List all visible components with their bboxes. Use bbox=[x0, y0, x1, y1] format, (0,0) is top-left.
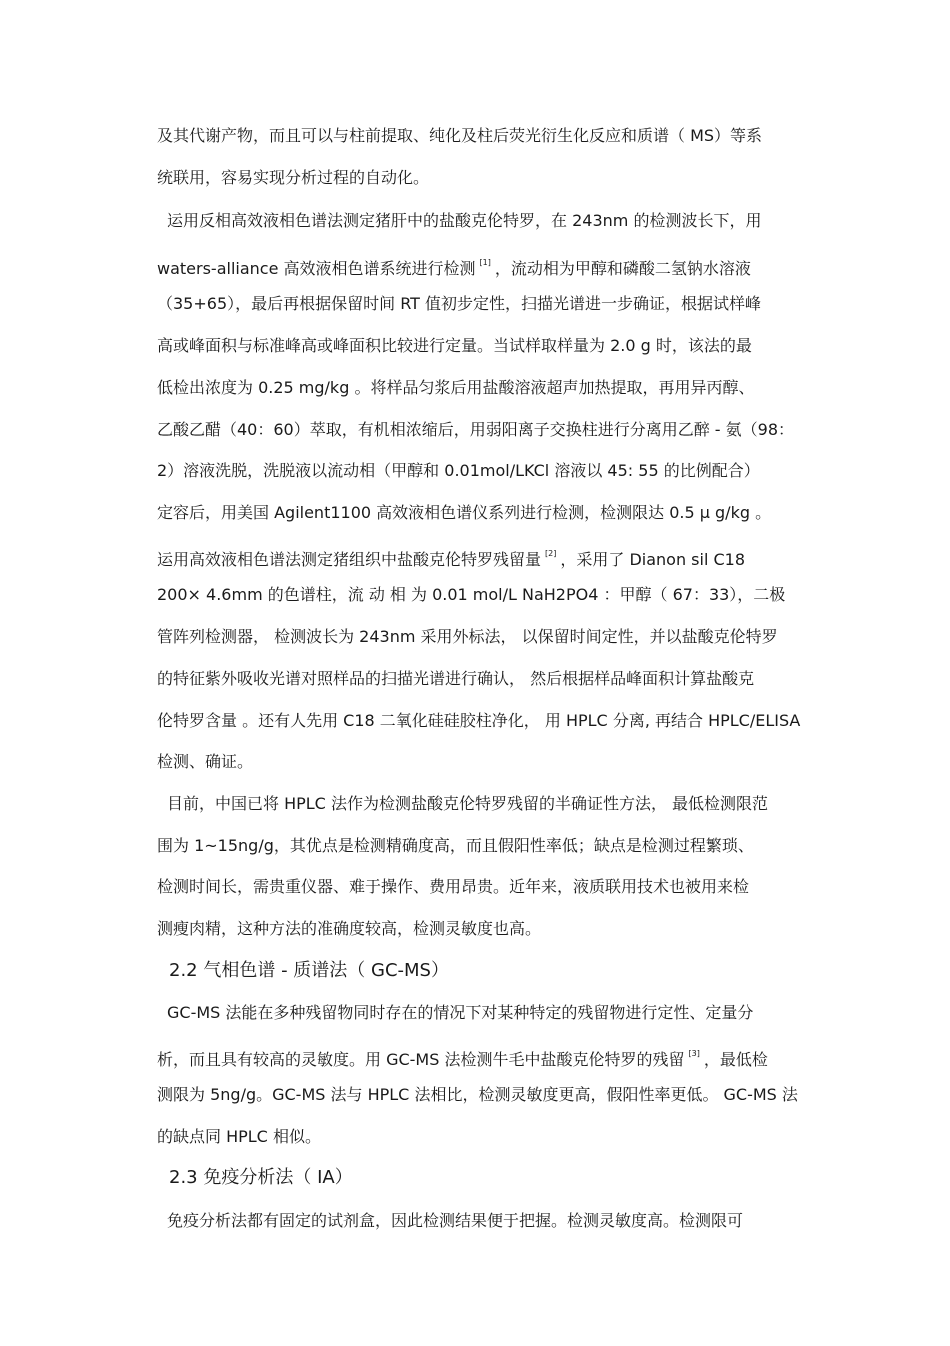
text-line: 的特征紫外吸收光谱对照样品的扫描光谱进行确认， 然后根据样品峰面积计算盐酸克 bbox=[157, 669, 755, 688]
text-line: 的缺点同 HPLC 相似。 bbox=[157, 1127, 321, 1146]
text-line: 析，而且具有较高的灵敏度。用 GC-MS 法检测牛毛中盐酸克伦特罗的残留 [3] ，最低检 bbox=[157, 1049, 768, 1069]
text-line: 运用高效液相色谱法测定猪组织中盐酸克伦特罗残留量 [2] ，采用了 Dianon sil C18 bbox=[157, 549, 746, 569]
text-line: 围为 1~15ng/g，其优点是检测精确度高，而且假阳性率低；缺点是检测过程繁琐、 bbox=[157, 836, 754, 855]
citation-ref: [1] bbox=[479, 258, 491, 267]
text-line: 伦特罗含量 。还有人先用 C18 二氧化硅硅胶柱净化， 用 HPLC 分离, 再结合 HPLC/ELISA bbox=[157, 711, 801, 730]
text-line: 检测时间长，需贵重仪器、难于操作、费用昂贵。近年来，液质联用技术也被用来检 bbox=[157, 877, 750, 896]
text-line: 管阵列检测器， 检测波长为 243nm 采用外标法， 以保留时间定性，并以盐酸克伦特罗 bbox=[157, 627, 778, 646]
text-line: 定容后，用美国 Agilent1100 高效液相色谱仪系列进行检测，检测限达 0.5 μ g/kg 。 bbox=[157, 503, 772, 522]
text-line: 高或峰面积与标准峰高或峰面积比较进行定量。当试样取样量为 2.0 g 时，该法的最 bbox=[157, 336, 752, 355]
text-line: 检测、确证。 bbox=[157, 752, 254, 771]
text-line: （35+65），最后再根据保留时间 RT 值初步定性，扫描光谱进一步确证，根据试样峰 bbox=[157, 294, 762, 313]
text-line: 测瘦肉精，这种方法的准确度较高，检测灵敏度也高。 bbox=[157, 919, 542, 938]
text-line: 及其代谢产物，而且可以与柱前提取、纯化及柱后荧光衍生化反应和质谱（ MS）等系 bbox=[157, 126, 763, 145]
text-line: 2）溶液洗脱，洗脱液以流动相（甲醇和 0.01mol/LKCl 溶液以 45: 55 的比例配合） bbox=[157, 461, 760, 480]
citation-ref: [3] bbox=[688, 1049, 700, 1058]
text-line: GC-MS 法能在多种残留物同时存在的情况下对某种特定的残留物进行定性、定量分 bbox=[167, 1003, 754, 1022]
text-line: 统联用，容易实现分析过程的自动化。 bbox=[157, 168, 430, 187]
text-line: 低检出浓度为 0.25 mg/kg 。将样品匀浆后用盐酸溶液超声加热提取，再用异丙醇、 bbox=[157, 378, 755, 397]
text-line: 目前，中国已将 HPLC 法作为检测盐酸克伦特罗残留的半确证性方法， 最低检测限范 bbox=[167, 794, 769, 813]
section-heading: 2.2 气相色谱 - 质谱法（ GC-MS） bbox=[169, 960, 449, 981]
section-heading: 2.3 免疫分析法（ IA） bbox=[169, 1167, 353, 1188]
text-line: 运用反相高效液相色谱法测定猪肝中的盐酸克伦特罗，在 243nm 的检测波长下，用 bbox=[167, 211, 762, 230]
citation-ref: [2] bbox=[545, 549, 557, 558]
text-line: 乙酸乙醋（40：60）萃取，有机相浓缩后，用弱阳离子交换柱进行分离用乙醉 - 氨（98： bbox=[157, 420, 795, 439]
text-line: 200× 4.6mm 的色谱柱，流 动 相 为 0.01 mol/L NaH2PO4 ：甲醇（ 67：33），二极 bbox=[157, 585, 786, 604]
text-line: 测限为 5ng/g。GC-MS 法与 HPLC 法相比，检测灵敏度更高，假阳性率更低。 GC-MS 法 bbox=[157, 1085, 798, 1104]
text-line: waters-alliance 高效液相色谱系统进行检测 [1] ，流动相为甲醇和磷酸二氢钠水溶液 bbox=[157, 258, 751, 278]
text-line: 免疫分析法都有固定的试剂盒，因此检测结果便于把握。检测灵敏度高。检测限可 bbox=[167, 1211, 744, 1230]
